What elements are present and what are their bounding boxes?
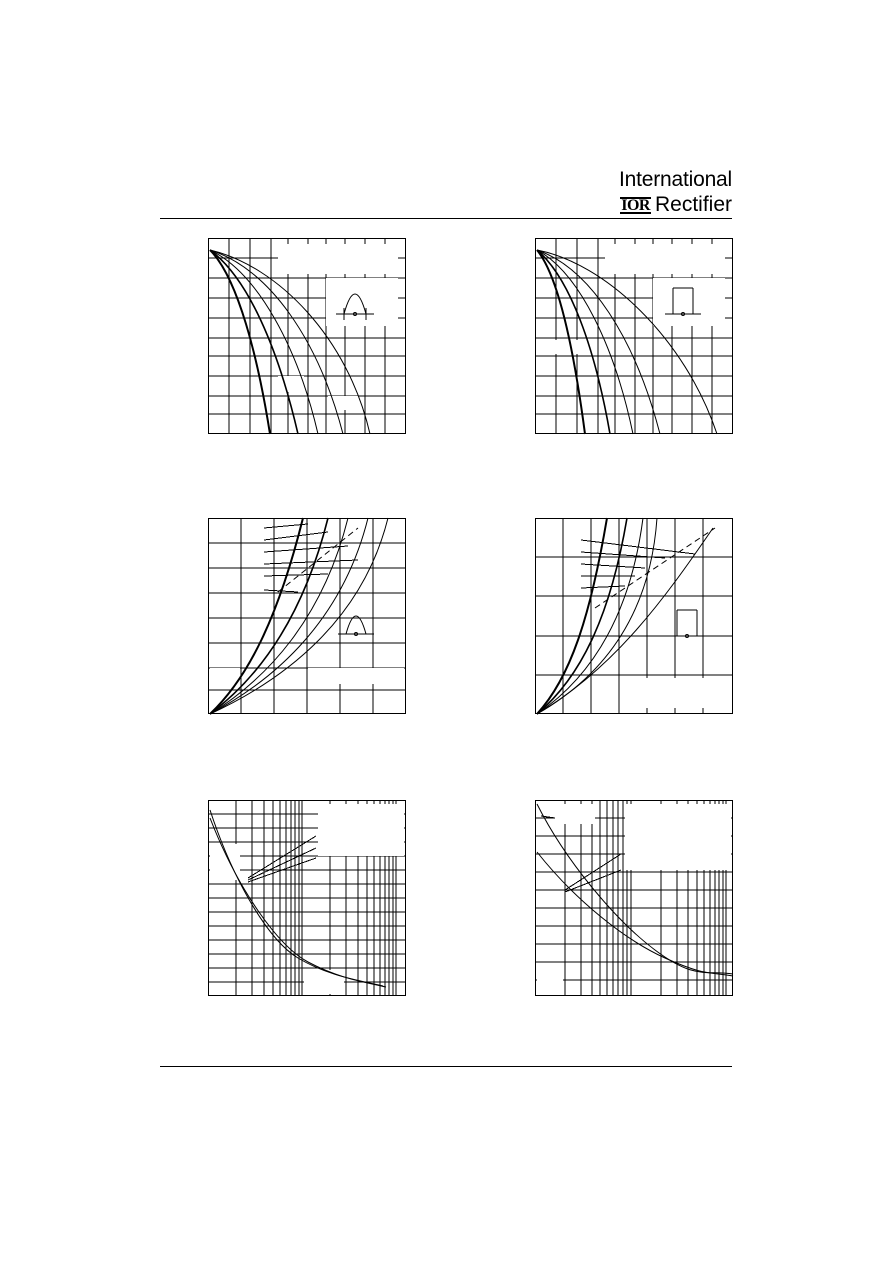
header-rule [160, 218, 732, 219]
brand-name-rectifier: Rectifier [654, 193, 732, 216]
power-loss-curves [210, 518, 388, 714]
grid [208, 518, 406, 714]
fig-6-chart [535, 800, 733, 996]
footer-rule [160, 1066, 732, 1067]
fig-3-chart [208, 518, 406, 714]
brand-name-line1: International [619, 168, 732, 191]
fig-4-chart [535, 518, 733, 714]
ior-logo-mark: IOR [621, 196, 650, 214]
fig-5-chart [208, 800, 406, 996]
brand-logo [600, 168, 732, 218]
waveform-inset [669, 610, 705, 638]
fig-1-chart [208, 238, 406, 434]
fig-2-chart [535, 238, 733, 434]
brand-name-line2 [620, 193, 732, 217]
waveform-inset [338, 616, 374, 636]
annotation-leaders [248, 836, 316, 882]
